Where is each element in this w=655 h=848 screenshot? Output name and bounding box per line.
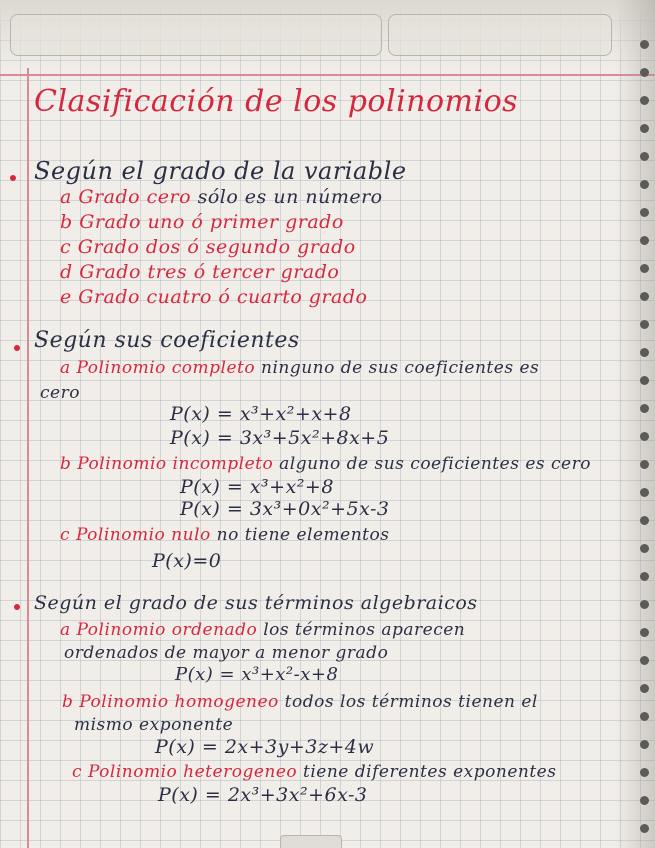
formula: P(x) = 3x³+5x²+8x+5 (170, 427, 390, 449)
list-item: d Grado tres ó tercer grado (60, 261, 340, 283)
list-item-continuation: ordenados de mayor a menor grado (64, 643, 389, 663)
formula: P(x) = x³+x²-x+8 (175, 664, 339, 685)
left-margin-line (27, 68, 29, 848)
list-item: a Polinomio ordenado los términos aparecen (60, 620, 466, 640)
list-item: b Polinomio homogeneo todos los términos tienen el (62, 692, 538, 712)
section-heading-grado-variable: Según el grado de la variable (34, 157, 407, 185)
list-item-continuation: cero (40, 383, 80, 403)
spiral-holes (635, 40, 649, 840)
formula: P(x) = 3x³+0x²+5x-3 (180, 498, 390, 520)
top-margin-line (0, 74, 655, 76)
page-bottom-tab (280, 835, 342, 848)
list-item: c Grado dos ó segundo grado (60, 236, 356, 258)
list-item-continuation: mismo exponente (74, 715, 234, 735)
list-item: b Grado uno ó primer grado (60, 211, 344, 233)
formula: P(x) = x³+x²+8 (180, 476, 334, 498)
list-item: b Polinomio incompleto alguno de sus coeficientes es cero (60, 454, 591, 474)
page-title: Clasificación de los polinomios (34, 84, 519, 119)
formula: P(x) = 2x³+3x²+6x-3 (158, 784, 368, 806)
section-heading-coeficientes: Según sus coeficientes (34, 328, 300, 353)
bullet-dot (14, 604, 20, 610)
formula: P(x) = 2x+3y+3z+4w (155, 736, 375, 758)
list-item: c Polinomio nulo no tiene elementos (60, 525, 390, 545)
bullet-dot (14, 345, 20, 351)
list-item: a Grado cero sólo es un número (60, 186, 383, 208)
page-tab-right (388, 14, 612, 56)
section-heading-terminos: Según el grado de sus términos algebraicos (34, 592, 478, 614)
formula: P(x)=0 (152, 550, 222, 572)
list-item: c Polinomio heterogeneo tiene diferentes exponentes (72, 762, 557, 782)
list-item: a Polinomio completo ninguno de sus coeficientes es (60, 358, 540, 378)
formula: P(x) = x³+x²+x+8 (170, 403, 352, 425)
list-item: e Grado cuatro ó cuarto grado (60, 286, 368, 308)
page-tab-left (10, 14, 382, 56)
bullet-dot (10, 175, 16, 181)
